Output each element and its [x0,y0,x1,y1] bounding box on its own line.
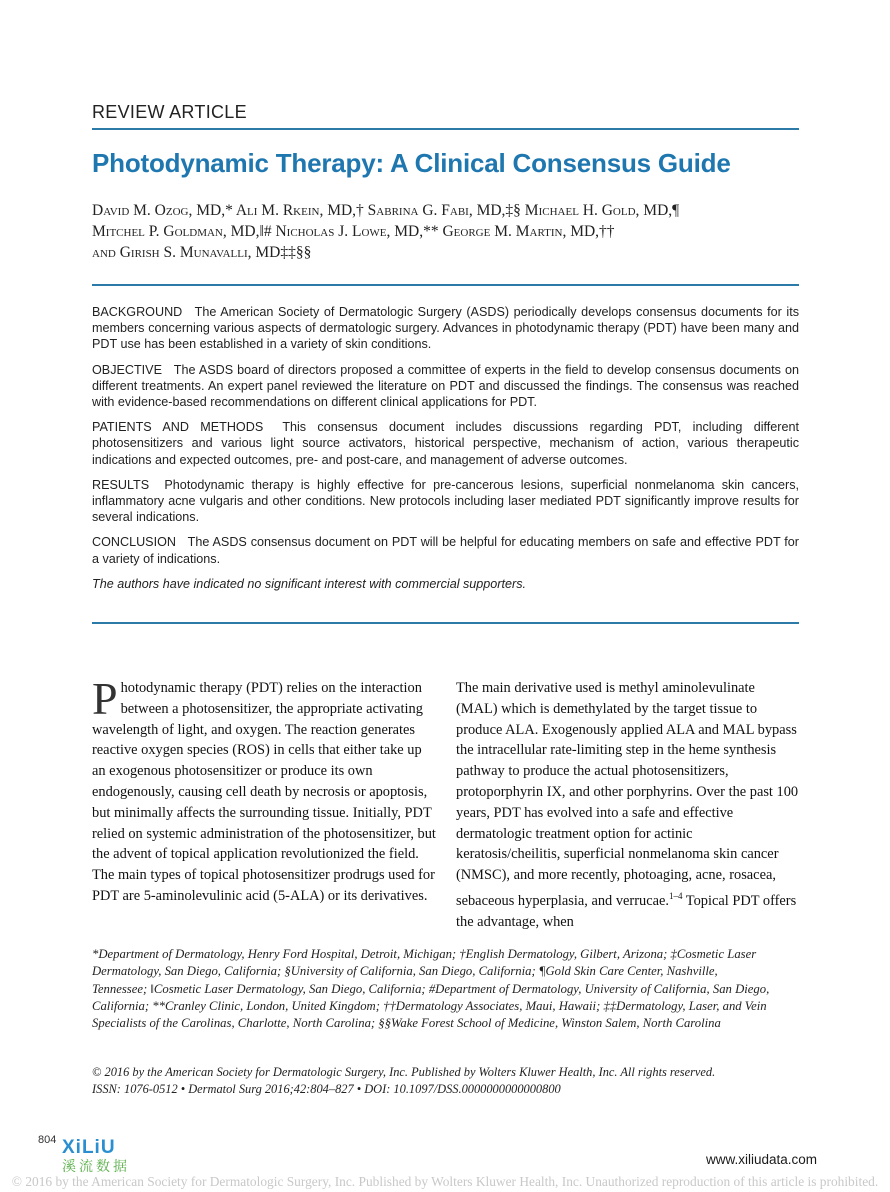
abstract-heading: PATIENTS AND METHODS [92,420,264,435]
abstract-heading: OBJECTIVE [92,362,162,377]
xiliu-logo-icon [62,1136,144,1176]
watermark-notice: © 2016 by the American Society for Dermatologic Surgery, Inc. Published by Wolters Kluwer Health, Inc. Unauthorized reproduction of this article is prohibited. [11,1174,879,1189]
body-text: The main derivative used is methyl aminolevulinate (MAL) which is demethylated by the target tissue to produce ALA. Exogenously applied ALA and MAL bypass the intracellular rate-limiting step in the heme synthesis pathway to produce the actual photosensitizers, protoporphyrin IX, and other porphyrins. Over the past 100 years, PDT has evolved into a safe and effective dermatologic treatment option for actinic keratosis/cheilitis, superficial nonmelanoma skin cancer (NMSC), and more recently, photoaging, acne, rosacea, sebaceous hyperplasia, and verrucae. [456,680,799,909]
abstract-text: The ASDS consensus document on PDT will be helpful for educating members on safe and effective PDT for a variety of indications. [92,535,799,566]
abstract-objective [92,362,799,411]
site-url[interactable]: www.xiliudata.com [706,1152,818,1167]
abstract-background [92,304,799,353]
header-rule [92,128,799,130]
abstract-results [92,477,799,526]
issn-line: ISSN: 1076-0512 • Dermatol Surg 2016;42:804–827 • DOI: 10.1097/DSS.0000000000000800 [92,1082,561,1096]
abstract-heading: CONCLUSION [92,535,176,550]
abstract-heading: RESULTS [92,477,150,492]
abstract-bottom-rule [92,622,799,624]
abstract-methods [92,419,799,468]
article-title: Photodynamic Therapy: A Clinical Consensus Guide [92,148,731,178]
page-number: 804 [38,1134,57,1146]
abstract-text: The ASDS board of directors proposed a committee of experts in the field to develop consensus documents on different treatments. An expert panel reviewed the literature on PDT and discussed the findings. The consensus was reached with evidence-based recommendations on different clinical applications for PDT. [92,362,799,410]
abstract-text: Photodynamic therapy is highly effective for pre-cancerous lesions, superficial nonmelanoma skin cancers, inflammatory acne vulgaris and other conditions. New protocols including laser mediated PDT significantly improve results for several indications. [92,477,799,525]
copyright-line: © 2016 by the American Society for Dermatologic Surgery, Inc. Published by Wolters Kluwer Health, Inc. All rights reserved. [92,1065,716,1079]
author-list [92,200,812,263]
conflict-disclosure: The authors have indicated no significant interest with commercial supporters. [92,576,526,591]
body-text: Topical PDT offers the advantage, when [456,892,797,930]
body-paragraph [92,673,436,907]
logo-text: XiLiU [62,1137,116,1158]
logo-subtext: 溪流数据 [62,1159,130,1175]
body-paragraph [456,678,800,932]
author-line: David M. Ozog, MD,* Ali M. Rkein, MD,† Sabrina G. Fabi, MD,‡§ Michael H. Gold, MD,¶ [92,202,680,219]
body-column-left [92,673,436,907]
abstract [92,304,799,601]
section-label: REVIEW ARTICLE [92,102,247,122]
body-column-right [456,678,800,932]
abstract-text: This consensus document includes discussions regarding PDT, including different photosensitizers and various light source activators, historical perspective, mechanism of action, various therapeutic indications and expected outcomes, pre- and post-care, and management of adverse outcomes. [92,420,799,467]
drop-cap: P [92,673,118,724]
abstract-text: The American Society of Dermatologic Surgery (ASDS) periodically develops consensus documents for its members concerning various aspects of dermatologic surgery. Advances in photodynamic therapy (PDT) have been many and PDT use has been established in a variety of skin conditions. [92,305,799,352]
author-line: Mitchel P. Goldman, MD,‖# Nicholas J. Lowe, MD,** George M. Martin, MD,†† [92,223,615,240]
abstract-heading: BACKGROUND [92,305,183,319]
author-affiliations: *Department of Dermatology, Henry Ford Hospital, Detroit, Michigan; †English Dermatology, Gilbert, Arizona; ‡Cosmetic Laser Dermatology, San Diego, California; §University of California, San Diego, California; ¶Gold Skin Care Center, Nashville, Tennessee; ‖Cosmetic Laser Dermatology, San Diego, California; #Department of Dermatology, University of California, San Diego, California; **Cranley Clinic, London, United Kingdom; ††Dermatology Associates, Maui, Hawaii; ‡‡Dermatology, Laser, and Vein Specialists of the Carolinas, Charlotte, North Carolina; §§Wake Forest School of Medicine, Winston Salem, North Carolina [92,947,770,1031]
abstract-conclusion [92,534,799,566]
abstract-top-rule [92,284,799,286]
author-line: and Girish S. Munavalli, MD‡‡§§ [92,244,312,261]
body-text: hotodynamic therapy (PDT) relies on the interaction between a photosensitizer, the appropriate activating wavelength of light, and oxygen. The reaction generates reactive oxygen species (ROS) in cells that either take up an exogenous photosensitizer or produce its own endogenously, causing cell death by necrosis or apoptosis, but minimally affects the surrounding tissue. Initially, PDT relied on systemic administration of the photosensitizer, but the advent of topical application revolutionized the field. The main types of topical photosensitizer prodrugs used for PDT are 5-aminolevulinic acid (5-ALA) or its derivatives. [92,680,436,904]
copyright-block [92,1064,792,1098]
reference-citation[interactable]: 1–4 [668,890,683,901]
